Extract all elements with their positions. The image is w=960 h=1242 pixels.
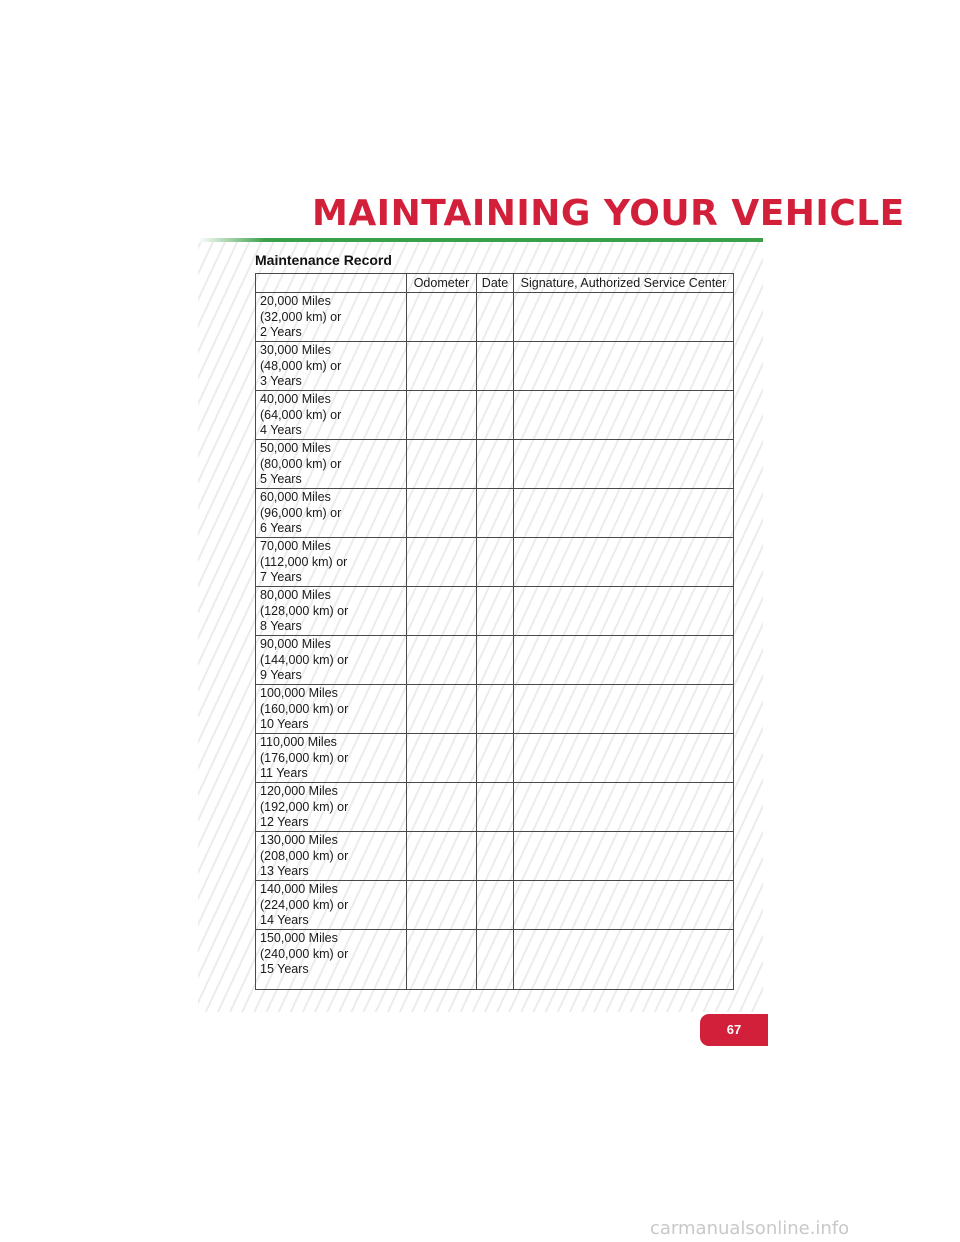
interval-cell: [256, 734, 407, 783]
interval-cell: [256, 538, 407, 587]
interval-cell: [256, 636, 407, 685]
interval-miles: 120,000 Miles: [260, 784, 338, 798]
interval-miles: 140,000 Miles: [260, 882, 338, 896]
interval-miles: 100,000 Miles: [260, 686, 338, 700]
interval-km: (160,000 km) or: [260, 701, 349, 716]
signature-cell[interactable]: [514, 440, 734, 489]
date-cell[interactable]: [477, 930, 514, 990]
page-number-tab: 67: [700, 1014, 768, 1046]
date-cell[interactable]: [477, 734, 514, 783]
odometer-cell[interactable]: [407, 538, 477, 587]
signature-cell[interactable]: [514, 832, 734, 881]
signature-cell[interactable]: [514, 930, 734, 990]
interval-years: 3 Years: [260, 374, 302, 388]
interval-km: (224,000 km) or: [260, 897, 349, 912]
table-row: [256, 685, 734, 734]
date-cell[interactable]: [477, 538, 514, 587]
table-row: [256, 440, 734, 489]
interval-years: 9 Years: [260, 668, 302, 682]
interval-years: 4 Years: [260, 423, 302, 437]
date-cell[interactable]: [477, 783, 514, 832]
table-row: [256, 293, 734, 342]
interval-km: (192,000 km) or: [260, 799, 349, 814]
interval-cell: [256, 881, 407, 930]
interval-years: 11 Years: [260, 766, 308, 780]
interval-km: (208,000 km) or: [260, 848, 349, 863]
interval-years: 10 Years: [260, 717, 309, 731]
signature-cell[interactable]: [514, 342, 734, 391]
signature-cell[interactable]: [514, 293, 734, 342]
signature-cell[interactable]: [514, 734, 734, 783]
interval-miles: 30,000 Miles: [260, 343, 331, 357]
date-cell[interactable]: [477, 636, 514, 685]
table-row: [256, 881, 734, 930]
date-cell[interactable]: [477, 587, 514, 636]
interval-km: (48,000 km) or: [260, 358, 342, 373]
table-row: [256, 391, 734, 440]
date-cell[interactable]: [477, 685, 514, 734]
odometer-cell[interactable]: [407, 587, 477, 636]
table-row: [256, 342, 734, 391]
interval-km: (96,000 km) or: [260, 505, 342, 520]
maintenance-record-title: Maintenance Record: [255, 252, 392, 268]
date-cell[interactable]: [477, 342, 514, 391]
table-row: [256, 783, 734, 832]
date-cell[interactable]: [477, 293, 514, 342]
header-signature: Signature, Authorized Service Center: [514, 274, 734, 293]
interval-years: 8 Years: [260, 619, 302, 633]
interval-km: (32,000 km) or: [260, 309, 342, 324]
signature-cell[interactable]: [514, 391, 734, 440]
signature-cell[interactable]: [514, 587, 734, 636]
interval-cell: [256, 342, 407, 391]
interval-cell: [256, 930, 407, 990]
interval-km: (240,000 km) or: [260, 946, 349, 961]
table-row: [256, 930, 734, 990]
interval-miles: 130,000 Miles: [260, 833, 338, 847]
odometer-cell[interactable]: [407, 832, 477, 881]
watermark-text: carmanualsonline.info: [650, 1218, 850, 1239]
interval-years: 5 Years: [260, 472, 302, 486]
interval-miles: 20,000 Miles: [260, 294, 331, 308]
interval-cell: [256, 685, 407, 734]
odometer-cell[interactable]: [407, 783, 477, 832]
header-interval: [256, 274, 407, 293]
header-date: Date: [477, 274, 514, 293]
interval-miles: 110,000 Miles: [260, 735, 337, 749]
interval-km: (112,000 km) or: [260, 554, 348, 569]
signature-cell[interactable]: [514, 685, 734, 734]
interval-cell: [256, 391, 407, 440]
date-cell[interactable]: [477, 881, 514, 930]
interval-years: 13 Years: [260, 864, 309, 878]
interval-miles: 60,000 Miles: [260, 490, 331, 504]
interval-cell: [256, 293, 407, 342]
table-row: [256, 538, 734, 587]
interval-years: 6 Years: [260, 521, 302, 535]
interval-years: 2 Years: [260, 325, 302, 339]
interval-km: (128,000 km) or: [260, 603, 349, 618]
section-header-title: MAINTAINING YOUR VEHICLE: [312, 193, 905, 234]
table-body: [256, 293, 734, 990]
date-cell[interactable]: [477, 440, 514, 489]
table-row: [256, 636, 734, 685]
interval-miles: 50,000 Miles: [260, 441, 331, 455]
signature-cell[interactable]: [514, 783, 734, 832]
interval-km: (144,000 km) or: [260, 652, 349, 667]
interval-years: 7 Years: [260, 570, 302, 584]
interval-years: 12 Years: [260, 815, 309, 829]
signature-cell[interactable]: [514, 881, 734, 930]
date-cell[interactable]: [477, 489, 514, 538]
table-header-row: [256, 274, 734, 293]
signature-cell[interactable]: [514, 489, 734, 538]
interval-km: (64,000 km) or: [260, 407, 342, 422]
odometer-cell[interactable]: [407, 293, 477, 342]
interval-miles: 80,000 Miles: [260, 588, 331, 602]
date-cell[interactable]: [477, 391, 514, 440]
signature-cell[interactable]: [514, 538, 734, 587]
maintenance-record-table: [255, 273, 734, 990]
odometer-cell[interactable]: [407, 342, 477, 391]
date-cell[interactable]: [477, 832, 514, 881]
odometer-cell[interactable]: [407, 440, 477, 489]
odometer-cell[interactable]: [407, 881, 477, 930]
odometer-cell[interactable]: [407, 489, 477, 538]
interval-km: (176,000 km) or: [260, 750, 349, 765]
interval-years: 14 Years: [260, 913, 309, 927]
interval-cell: [256, 587, 407, 636]
interval-miles: 70,000 Miles: [260, 539, 331, 553]
interval-km: (80,000 km) or: [260, 456, 342, 471]
odometer-cell[interactable]: [407, 685, 477, 734]
interval-cell: [256, 489, 407, 538]
odometer-cell[interactable]: [407, 391, 477, 440]
odometer-cell[interactable]: [407, 636, 477, 685]
signature-cell[interactable]: [514, 636, 734, 685]
table-row: [256, 734, 734, 783]
interval-cell: [256, 832, 407, 881]
header-odometer: Odometer: [407, 274, 477, 293]
interval-cell: [256, 783, 407, 832]
interval-years: 15 Years: [260, 962, 309, 976]
interval-cell: [256, 440, 407, 489]
interval-miles: 40,000 Miles: [260, 392, 331, 406]
table-row: [256, 587, 734, 636]
interval-miles: 150,000 Miles: [260, 931, 338, 945]
odometer-cell[interactable]: [407, 734, 477, 783]
table-row: [256, 832, 734, 881]
interval-miles: 90,000 Miles: [260, 637, 331, 651]
odometer-cell[interactable]: [407, 930, 477, 990]
table-row: [256, 489, 734, 538]
